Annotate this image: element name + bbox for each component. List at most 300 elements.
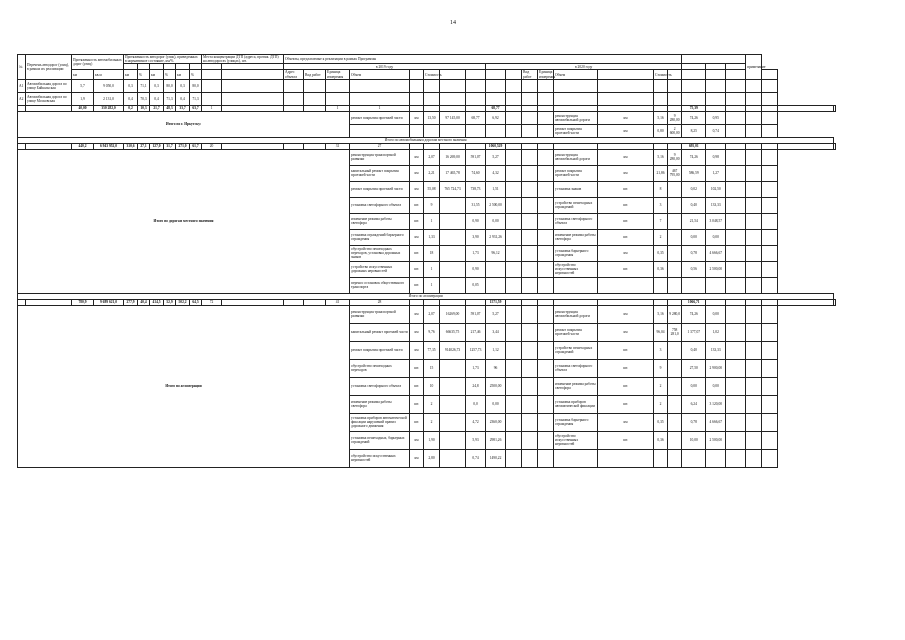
table-cell [762,431,778,449]
table-cell: 5,16 [654,149,668,165]
table-cell: 2 500,00 [486,197,506,213]
header-row [18,55,836,64]
table-cell [522,305,538,323]
table-cell [486,70,506,79]
table-cell: 133,33 [706,197,726,213]
work-2019: устройство искусственных дорожных неровностей [350,261,410,277]
table-cell [762,359,778,377]
table-cell [762,395,778,413]
table-cell [506,165,522,181]
table-cell: 1 [424,213,440,229]
table-cell: 0,4 [124,92,138,105]
table-cell: 2,21 [424,165,440,181]
table-cell [522,149,538,165]
table-cell: Автомобильная дорога по улице Московская [26,92,72,105]
table-cell [598,277,654,293]
work-2020: установка приборов автоматической фиксации [554,395,598,413]
table-cell [538,213,554,229]
table-cell: 9 050,0 [94,79,124,92]
table-cell [506,261,522,277]
header-normative: Протяженность автодорог (улиц), приведенных в нормативное состояние, км/% [124,55,202,64]
table-cell: 0,00 [486,213,506,229]
table-cell [668,181,682,197]
work-row [18,111,836,124]
table-cell [506,70,522,79]
table-cell [726,377,746,395]
work-2019: реконструкция транспортной развязки [350,305,410,323]
table-cell [522,213,538,229]
table-cell [538,449,554,467]
table-cell [706,277,726,293]
table-cell [726,305,746,323]
table-cell [726,431,746,449]
table-cell [538,124,554,137]
page-number: 14 [450,20,456,26]
table-cell: 0,0 [466,395,486,413]
table-cell [778,105,834,111]
table-cell: км [410,111,424,124]
table-cell: 914026,73 [440,341,466,359]
table-cell: 7 [654,213,668,229]
table-cell: кв.м [94,70,124,79]
table-cell: км [598,305,654,323]
work-2019: обустройство пешеходных переходов [350,359,410,377]
table-cell: 1,02 [706,323,726,341]
table-cell [506,229,522,245]
section-header: Итого по агломерации [18,293,834,299]
work-2020: устройство пешеходных ограждений [554,197,598,213]
table-cell: км [410,149,424,165]
table-cell [726,449,746,467]
table-cell [410,79,424,92]
table-cell: 758 281,0 [668,323,682,341]
table-cell [506,359,522,377]
work-2020: реконструкция автомобильной дороги [554,149,598,165]
table-cell [522,124,538,137]
table-cell [522,261,538,277]
work-2020: реконструкция автомобильной дороги [554,305,598,323]
table-cell: 350 282,0 [94,105,124,111]
table-cell: 2 600,00 [668,124,682,137]
table-cell: 310,6 [124,143,138,149]
table-cell [706,79,726,92]
work-2020: устройство пешеходных ограждений [554,341,598,359]
table-cell [522,323,538,341]
work-2020: ремонт покрытия проезжей части [554,165,598,181]
table-cell [598,79,654,92]
work-2019: перенос остановок общественного транспорта [350,277,410,293]
table-cell: 27 [350,143,410,149]
table-cell: 0,00 [706,305,726,323]
table-cell: 9 [654,359,668,377]
table-cell: 586,59 [682,165,706,181]
table-cell: км [410,305,424,323]
table-cell [554,92,598,105]
table-cell [538,261,554,277]
table-cell: 0,74 [466,449,486,467]
table-cell [506,323,522,341]
table-cell [486,124,506,137]
sum-2019: 1060,529 [486,143,506,149]
table-cell [440,124,466,137]
work-2020: ремонт покрытия проезжей части [554,124,598,137]
table-cell [506,124,522,137]
sum-2020: 75,39 [682,105,706,111]
header-year-2019: в 2019 году [284,64,486,70]
work-row [18,305,836,323]
table-cell [440,277,466,293]
work-2019: капитальный ремонт проезжей части [350,323,410,341]
work-2019: установка ограждений барьерного ограждения [350,229,410,245]
header-length: Протяженность автомобильных дорог (улиц) [72,55,124,70]
table-cell [746,181,762,197]
table-cell: 21,86 [654,165,668,181]
table-cell: 591,07 [466,305,486,323]
table-cell: км [598,323,654,341]
table-cell [466,124,486,137]
table-cell: 780,9 [72,299,94,305]
table-cell [304,79,326,92]
table-cell: км [150,70,164,79]
table-cell: А2 [18,92,26,105]
table-cell: шт. [598,229,654,245]
table-cell: 2,07 [424,149,440,165]
table-cell [440,79,466,92]
work-2019: ремонт покрытия проезжей части [350,181,410,197]
table-cell [682,92,706,105]
table-cell: шт. [410,277,424,293]
table-cell: 31,7 [164,143,176,149]
table-cell [654,449,668,467]
table-cell: 16 269,00 [440,149,466,165]
table-cell [326,79,350,92]
table-cell: 1,90 [424,431,440,449]
table-cell: 591,07 [466,149,486,165]
table-cell [466,92,486,105]
table-cell: Адрес объекта [284,70,304,79]
sum-2020: 1066,71 [682,299,706,305]
table-cell: 8 [654,181,668,197]
table-cell: 1,73 [466,359,486,377]
table-cell: км [176,70,190,79]
work-2020: изменение режима работы светофора [554,229,598,245]
table-cell: № [18,55,26,80]
table-cell: 21,54 [682,213,706,229]
table-cell: 80,0 [164,79,176,92]
table-cell: 40,4 [138,299,150,305]
table-cell [506,395,522,413]
table-cell [706,92,726,105]
table-cell [522,359,538,377]
table-cell: 68,77 [466,111,486,124]
table-cell: км [410,449,424,467]
table-cell: 61,7 [190,143,202,149]
table-cell: 133,33 [706,341,726,359]
table-cell [522,197,538,213]
table-cell [746,305,762,323]
table-cell: 80,0 [190,79,202,92]
table-cell [668,229,682,245]
table-cell: 414,5 [150,299,164,305]
table-cell: Вид работ [522,70,538,79]
table-cell [538,305,554,323]
table-cell: 3 048,57 [706,213,726,229]
table-cell [522,341,538,359]
table-cell: 271,0 [176,143,190,149]
table-cell [538,111,554,124]
table-cell [726,277,746,293]
table-cell [726,111,746,124]
table-cell [440,449,466,467]
table-cell: 1 [424,261,440,277]
work-2019: установка пешеходных, барьерных ограждений [350,431,410,449]
table-cell [746,213,762,229]
table-cell [440,431,466,449]
work-2020: установка знаков [554,181,598,197]
table-cell [538,245,554,261]
table-cell [222,79,284,92]
table-cell [304,92,326,105]
table-cell: 9 280,0 [668,305,682,323]
table-cell [598,449,654,467]
table-cell: 2 [424,413,440,431]
table-cell: шт. [598,377,654,395]
table-cell [668,245,682,261]
table-cell: 2 [654,395,668,413]
header-year-2020: в 2020 году [486,64,682,70]
table-cell [682,70,706,79]
table-cell: 96 [486,359,506,377]
table-cell: шт. [410,377,424,395]
table-cell: 2981,26 [486,431,506,449]
table-cell [522,395,538,413]
table-cell [726,359,746,377]
table-cell: 9,76 [424,323,440,341]
table-cell [762,197,778,213]
table-cell [778,299,834,305]
section-title: Итого по агломерации [18,305,350,467]
table-cell [746,323,762,341]
table-cell: 1,51 [486,181,506,197]
table-cell: 4 666,67 [706,245,726,261]
table-cell: 71,1 [138,79,150,92]
table-cell [486,277,506,293]
table-cell [538,229,554,245]
table-cell [746,449,762,467]
table-cell [682,277,706,293]
table-cell: 0,00 [682,377,706,395]
header-objects: Объекты, предлагаемые к реализации в рамках Программы [284,55,682,64]
header-row [18,70,836,79]
table-cell: 6,24 [682,395,706,413]
table-cell: 0,3 [176,79,190,92]
table-cell: 77,35 [424,341,440,359]
table-cell [726,124,746,137]
table-cell [706,449,726,467]
table-cell [654,92,668,105]
section-title: Итого по дорогам местного значения [18,149,350,293]
table-cell: 74,60 [466,165,486,181]
table-cell: 2,80 [424,449,440,467]
table-cell [522,165,538,181]
table-row [18,92,836,105]
table-cell [284,92,304,105]
table-cell [762,111,778,124]
table-cell [506,413,522,431]
header-notes: примечание [746,55,762,80]
table-cell: 0,05 [466,277,486,293]
work-2019: реконструкция транспортной развязки [350,149,410,165]
table-cell [538,359,554,377]
work-2019 [350,124,410,137]
section-header: Итого по автомобильным дорогам местного значения [18,137,834,143]
table-cell [726,229,746,245]
table-cell: 0,35 [654,413,668,431]
table-cell: шт. [410,245,424,261]
table-cell [654,277,668,293]
table-cell: 5,16 [654,111,668,124]
table-cell: 0,80 [654,124,668,137]
table-cell [834,105,836,111]
table-cell: шт. [410,261,424,277]
table-cell [746,229,762,245]
table-cell: 5,27 [486,149,506,165]
table-cell: км [410,341,424,359]
table-cell [682,79,706,92]
table-cell [668,92,682,105]
table-cell [506,149,522,165]
table-cell [762,124,778,137]
table-cell [538,181,554,197]
table-cell [706,70,726,79]
table-cell [506,245,522,261]
table-cell [762,149,778,165]
work-2019: капитальный ремонт покрытия проезжей части [350,165,410,181]
table-cell [284,79,304,92]
table-cell: Стоимость [424,70,440,79]
sum-2020: 695,01 [682,143,706,149]
table-cell [726,165,746,181]
table-cell: Стоимость [654,70,668,79]
table-cell: 27,1 [138,143,150,149]
table-cell: 1,9 [72,92,94,105]
table-cell: км [598,165,654,181]
table-cell [726,261,746,277]
table-cell: 3 [654,197,668,213]
table-cell: 0,00 [706,229,726,245]
table-cell [654,79,668,92]
table-cell: 2500,00 [486,377,506,395]
table-cell [522,229,538,245]
table-cell: 48,3 [164,105,176,111]
table-cell [668,395,682,413]
table-cell: км [72,70,94,79]
table-cell [726,323,746,341]
table-cell: 72 [202,299,222,305]
table-cell [762,213,778,229]
table-cell [778,143,834,149]
table-cell [506,181,522,197]
table-cell: шт. [410,213,424,229]
table-cell: 4,32 [486,165,506,181]
table-cell [668,79,682,92]
table-cell: 52,9 [164,299,176,305]
work-2020: реконструкция автомобильной дороги [554,111,598,124]
table-cell: 9 689 621,0 [94,299,124,305]
table-cell: 16269,00 [440,305,466,323]
table-cell: 0,3 [124,79,138,92]
table-cell [506,277,522,293]
table-cell [746,341,762,359]
table-cell [410,92,424,105]
table-cell: 502,2 [176,299,190,305]
table-cell [440,213,466,229]
table-cell [762,305,778,323]
table-cell [746,245,762,261]
table-cell: 1 [350,105,410,111]
table-cell [726,395,746,413]
table-cell: 10 [424,377,440,395]
table-cell [222,92,284,105]
table-cell [726,213,746,229]
table-cell [506,449,522,467]
table-cell: 0,36 [654,431,668,449]
table-cell [538,197,554,213]
table-cell: шт. [598,197,654,213]
table-cell: 0,74 [706,124,726,137]
table-cell: 0,40 [682,197,706,213]
table-cell [746,165,762,181]
table-cell [762,449,778,467]
table-cell: шт. [598,431,654,449]
table-cell: 1490,22 [486,449,506,467]
table-cell [746,377,762,395]
table-cell [222,70,284,79]
table-cell: 0,2 [124,105,138,111]
table-cell: 4 666,67 [706,413,726,431]
table-cell [834,299,836,305]
table-cell [762,323,778,341]
table-cell [522,449,538,467]
table-cell: 66635,75 [440,323,466,341]
table-cell: 3 [654,341,668,359]
table-cell: 5,27 [486,305,506,323]
table-cell: 0,4 [176,92,190,105]
table-cell: 9 280,00 [668,111,682,124]
table-cell [538,431,554,449]
table-cell [726,197,746,213]
work-2019: изменение режима работы светофора [350,395,410,413]
table-cell [522,245,538,261]
table-cell [350,79,410,92]
table-cell [410,70,424,79]
table-cell [506,92,522,105]
table-cell: 15 [424,359,440,377]
table-cell [726,181,746,197]
table-cell [350,92,410,105]
table-cell: 1257,73 [466,341,486,359]
work-2020: ремонт покрытия проезжей части [554,323,598,341]
table-cell [538,323,554,341]
header-roads: Перечень автодорог (улиц), в рамках их реализации [26,55,72,80]
table-cell: 24,8 [466,377,486,395]
table-cell: 1,12 [486,341,506,359]
work-2019: установка приборов автоматической фиксации нарушений правил дорожного движения [350,413,410,431]
table-cell [506,431,522,449]
work-2019: ремонт покрытия проезжей части [350,111,410,124]
table-cell: 2 [654,377,668,395]
table-cell [746,149,762,165]
